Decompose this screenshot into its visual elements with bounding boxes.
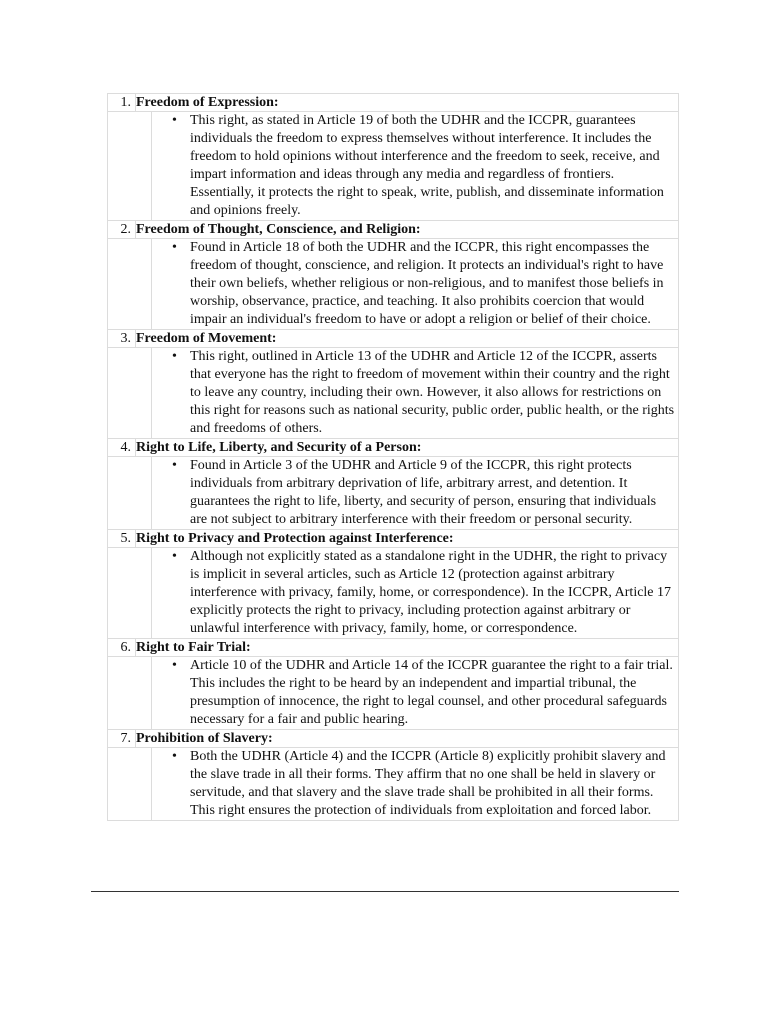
item-description-cell — [152, 548, 679, 639]
indent-cell — [108, 112, 152, 221]
indent-cell — [108, 348, 152, 439]
bullet-icon: • — [172, 458, 177, 473]
indent-cell — [108, 239, 152, 330]
item-description: Although not explicitly stated as a standalone right in the UDHR, the right to privacy is implicit in several articles, such as Article 12 (protection against arbitrary interference with privacy, family, home, or correspondence). In the ICCPR, Article 17 explicitly protects the right to privacy, including protection against arbitrary or unlawful interference with privacy, family, home, or correspondence. — [190, 549, 672, 636]
item-heading-row — [108, 221, 679, 239]
bullet-icon: • — [172, 549, 177, 564]
bullet-icon: • — [172, 658, 177, 673]
item-title: Right to Fair Trial: — [136, 639, 679, 657]
item-number: 2. — [108, 221, 136, 239]
item-title: Freedom of Movement: — [136, 330, 679, 348]
item-title: Freedom of Expression: — [136, 94, 679, 112]
item-title: Freedom of Thought, Conscience, and Religion: — [136, 221, 679, 239]
item-description: This right, outlined in Article 13 of the UDHR and Article 12 of the ICCPR, asserts that everyone has the right to freedom of movement within their country and the right to leave any country, including their own. However, it also allows for restrictions on this right for reasons such as national security, public order, public health, or the rights and freedoms of others. — [190, 349, 675, 436]
item-description-row — [108, 457, 679, 530]
item-heading-row — [108, 639, 679, 657]
indent-cell — [108, 657, 152, 730]
bullet-icon: • — [172, 349, 177, 364]
item-description-cell — [152, 112, 679, 221]
item-description-row — [108, 548, 679, 639]
item-title: Prohibition of Slavery: — [136, 730, 679, 748]
rights-table — [107, 93, 679, 821]
item-title: Right to Privacy and Protection against Interference: — [136, 530, 679, 548]
table-bottom-rule — [91, 891, 679, 892]
item-heading-row — [108, 730, 679, 748]
item-number: 7. — [108, 730, 136, 748]
item-description-cell — [152, 348, 679, 439]
item-description: Found in Article 3 of the UDHR and Article 9 of the ICCPR, this right protects individuals from arbitrary deprivation of life, arbitrary arrest, and detention. It guarantees the right to life, liberty, and security of person, ensuring that individuals are not subject to arbitrary interference with their freedom or personal security. — [190, 458, 657, 527]
item-number: 6. — [108, 639, 136, 657]
item-description-row — [108, 348, 679, 439]
bullet-icon: • — [172, 113, 177, 128]
item-number: 4. — [108, 439, 136, 457]
item-description: This right, as stated in Article 19 of both the UDHR and the ICCPR, guarantees individuals the freedom to express themselves without interference. It includes the freedom to hold opinions without interference and the freedom to seek, receive, and impart information and ideas through any media and regardless of frontiers. Essentially, it protects the right to speak, write, publish, and disseminate information and opinions freely. — [190, 113, 664, 218]
item-description-row — [108, 748, 679, 821]
item-description-row — [108, 239, 679, 330]
item-number: 5. — [108, 530, 136, 548]
item-description-cell — [152, 657, 679, 730]
item-number: 1. — [108, 94, 136, 112]
bullet-icon: • — [172, 749, 177, 764]
item-heading-row — [108, 330, 679, 348]
item-description-row — [108, 657, 679, 730]
item-description-cell — [152, 239, 679, 330]
indent-cell — [108, 748, 152, 821]
item-description-cell — [152, 457, 679, 530]
item-heading-row — [108, 94, 679, 112]
item-heading-row — [108, 439, 679, 457]
item-number: 3. — [108, 330, 136, 348]
item-description: Found in Article 18 of both the UDHR and the ICCPR, this right encompasses the freedom of thought, conscience, and religion. It protects an individual's right to have their own beliefs, whether religious or non-religious, and to manifest those beliefs in worship, observance, practice, and teaching. It also prohibits coercion that would impair an individual's freedom to have or adopt a religion or belief of their choice. — [190, 240, 664, 327]
item-description-cell — [152, 748, 679, 821]
indent-cell — [108, 457, 152, 530]
item-description: Article 10 of the UDHR and Article 14 of the ICCPR guarantee the right to a fair trial. This includes the right to be heard by an independent and impartial tribunal, the presumption of innocence, the right to legal counsel, and other procedural safeguards necessary for a fair and public hearing. — [190, 658, 673, 727]
item-description-row — [108, 112, 679, 221]
item-title: Right to Life, Liberty, and Security of a Person: — [136, 439, 679, 457]
indent-cell — [108, 548, 152, 639]
item-description: Both the UDHR (Article 4) and the ICCPR (Article 8) explicitly prohibit slavery and the slave trade in all their forms. They affirm that no one shall be held in slavery or servitude, and that slavery and the slave trade shall be prohibited in all their forms. This right ensures the protection of individuals from exploitation and forced labor. — [190, 749, 666, 818]
item-heading-row — [108, 530, 679, 548]
bullet-icon: • — [172, 240, 177, 255]
